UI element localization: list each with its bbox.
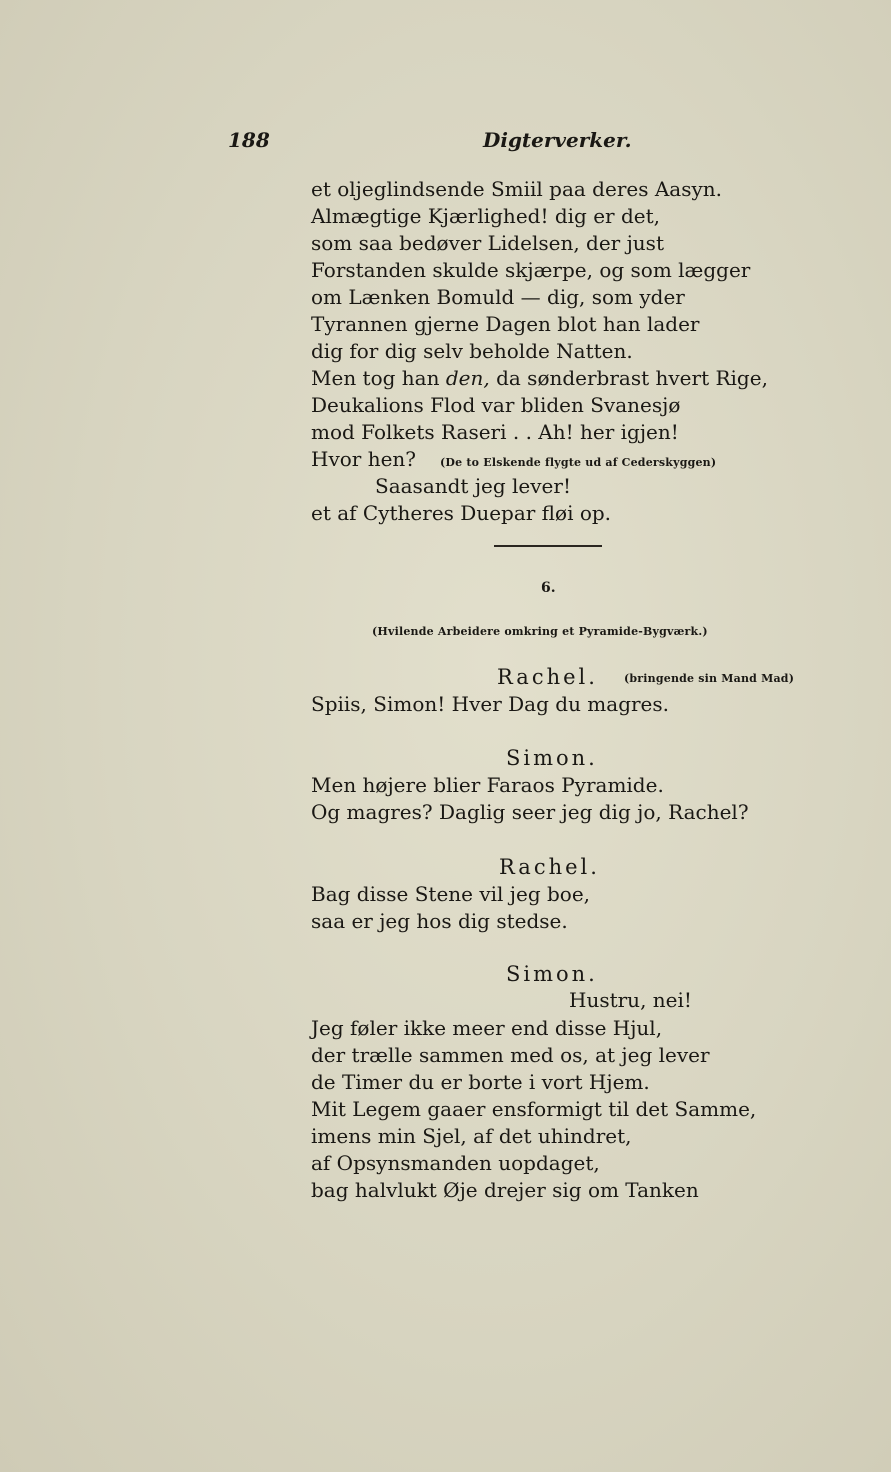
speaker-name: Rachel. xyxy=(497,665,598,689)
scene-stage-direction: (Hvilende Arbeidere omkring et Pyramide-Bygværk.) xyxy=(372,625,708,638)
verse-line: Deukalions Flod var bliden Svanesjø xyxy=(311,393,681,417)
verse-text: da sønderbrast hvert Rige, xyxy=(489,366,768,390)
verse-line: Bag disse Stene vil jeg boe, xyxy=(311,882,591,906)
verse-line xyxy=(311,449,716,469)
verse-line: Almægtige Kjærlighed! dig er det, xyxy=(311,204,660,228)
verse-line xyxy=(311,368,768,388)
verse-line: Tyrannen gjerne Dagen blot han lader xyxy=(311,312,700,336)
verse-line: om Lænken Bomuld — dig, som yder xyxy=(311,285,685,309)
verse-line: et oljeglindsende Smiil paa deres Aasyn. xyxy=(311,177,723,201)
running-title: Digterverker. xyxy=(483,128,632,152)
verse-line: et af Cytheres Duepar fløi op. xyxy=(311,501,612,525)
stage-direction: (De to Elskende flygte ud af Cederskyggen) xyxy=(440,456,717,469)
verse-line: bag halvlukt Øje drejer sig om Tanken xyxy=(311,1178,699,1202)
verse-line: af Opsynsmanden uopdaget, xyxy=(311,1151,600,1175)
verse-line: de Timer du er borte i vort Hjem. xyxy=(311,1070,650,1094)
stage-direction: (bringende sin Mand Mad) xyxy=(624,672,795,685)
verse-line: Jeg føler ikke meer end disse Hjul, xyxy=(311,1016,663,1040)
verse-line: Spiis, Simon! Hver Dag du magres. xyxy=(311,692,670,716)
speaker-name: Simon. xyxy=(506,962,598,986)
verse-line: Men højere blier Faraos Pyramide. xyxy=(311,773,664,797)
verse-line: Og magres? Daglig seer jeg dig jo, Rachel? xyxy=(311,800,749,824)
verse-line: dig for dig selv beholde Natten. xyxy=(311,339,633,363)
verse-line: imens min Sjel, af det uhindret, xyxy=(311,1124,632,1148)
verse-line: Mit Legem gaaer ensformigt til det Samme, xyxy=(311,1097,757,1121)
verse-line: Hustru, nei! xyxy=(569,988,692,1012)
page-number: 188 xyxy=(228,128,270,152)
verse-line: Saasandt jeg lever! xyxy=(375,474,571,498)
verse-line: Forstanden skulde skjærpe, og som lægger xyxy=(311,258,751,282)
verse-line: der trælle sammen med os, at jeg lever xyxy=(311,1043,710,1067)
verse-text: Men tog han xyxy=(311,366,446,390)
section-number: 6. xyxy=(541,580,556,596)
verse-text: Hvor hen? xyxy=(311,447,417,471)
verse-line: saa er jeg hos dig stedse. xyxy=(311,909,568,933)
verse-line: mod Folkets Raseri . . Ah! her igjen! xyxy=(311,420,679,444)
emphasis-text: den, xyxy=(445,366,490,390)
section-divider xyxy=(494,545,602,547)
speaker-name: Simon. xyxy=(506,746,598,770)
verse-line: som saa bedøver Lidelsen, der just xyxy=(311,231,664,255)
speaker-name: Rachel. xyxy=(499,855,600,879)
